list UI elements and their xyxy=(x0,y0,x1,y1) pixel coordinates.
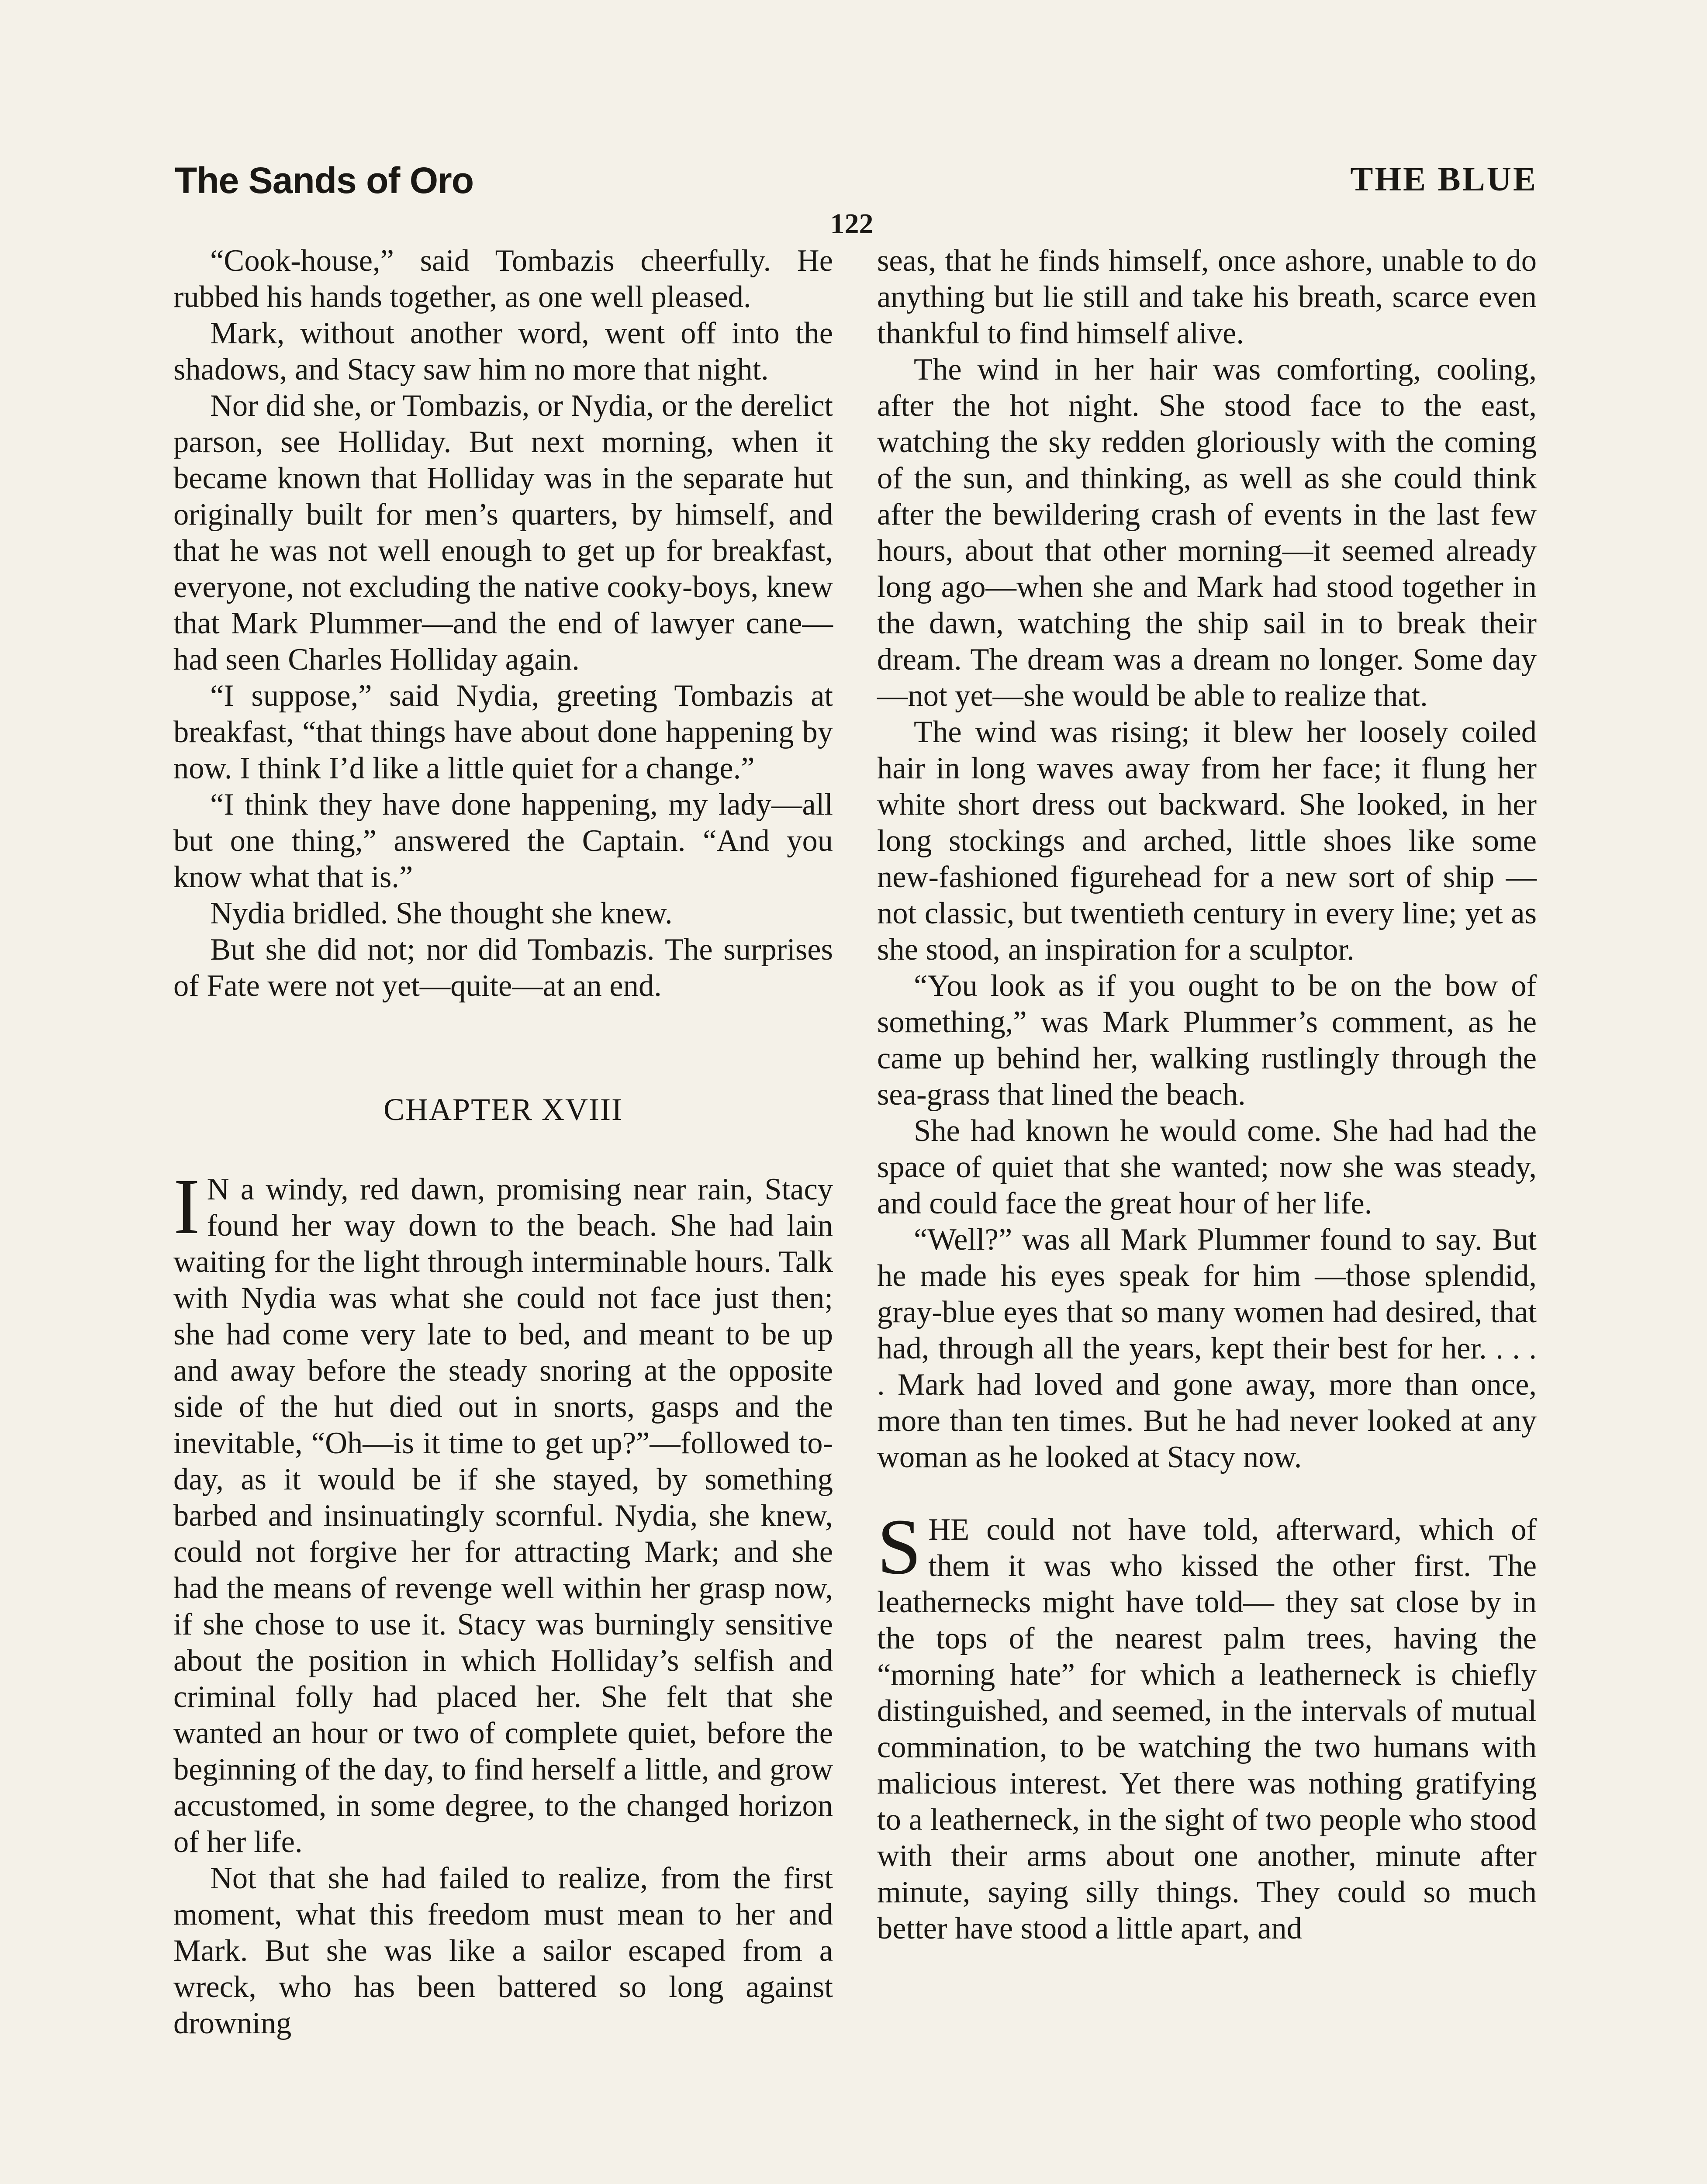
left-column xyxy=(173,243,833,2042)
story-title: The Sands of Oro xyxy=(175,160,474,201)
paragraph: She had known he would come. She had had the space of quiet that she wanted; now she was steady, and could face the great hour of her life. xyxy=(877,1114,1537,1220)
section-break xyxy=(877,1476,1537,1512)
paragraph: The wind was rising; it blew her loosely coiled hair in long waves away from her face; it flung her white short dress out backward. She looked, in her long stockings and arched, little shoes like some new-fashioned figurehead for a new sort of ship —not classic, but twentieth century in every line; yet as she stood, an inspiration for a sculptor. xyxy=(877,715,1537,967)
running-header xyxy=(175,159,1538,212)
paragraph: seas, that he finds himself, once ashore, unable to do anything but lie still and take his breath, scarce even thankful to find himself alive. xyxy=(877,244,1537,350)
paragraph: “You look as if you ought to be on the bow of something,” was Mark Plummer’s comment, as he came up behind her, walking rustlingly through the sea-grass that lined the beach. xyxy=(877,969,1537,1112)
paragraph: Mark, without another word, went off into the shadows, and Stacy saw him no more that night. xyxy=(173,316,833,387)
drop-cap: I xyxy=(173,1163,200,1251)
paragraph-text: HE could not have told, afterward, which of them it was who kissed the other first. The leathernecks might have told— they sat close by in the tops of the nearest palm trees, having the “morning hate” for which a leatherneck is chiefly distinguished, and seemed, in the intervals of mutual commination, to be watching the two humans with malicious interest. Yet there was nothing gratifying to a leatherneck, in the sight of two people who stood with their arms about one another, minute after minute, saying silly things. They could so much better have stood a little apart, and xyxy=(877,1513,1537,1946)
section-opening-paragraph xyxy=(877,1503,1537,1947)
paragraph: “I suppose,” said Nydia, greeting Tombazis at breakfast, “that things have about done happening by now. I think I’d like a little quiet for a change.” xyxy=(173,679,833,785)
chapter-heading: CHAPTER XVIII xyxy=(384,1092,623,1127)
right-column xyxy=(877,243,1537,1947)
paragraph: “Cook-house,” said Tombazis cheerfully. He rubbed his hands together, as one well pleased. xyxy=(173,244,833,314)
drop-cap: S xyxy=(877,1503,922,1591)
paragraph: Nydia bridled. She thought she knew. xyxy=(210,896,673,930)
paragraph: Nor did she, or Tombazis, or Nydia, or the derelict parson, see Holliday. But next morning, when it became known that Holliday was in the separate hut originally built for men’s quarters, by himself, and that he was not well enough to get up for breakfast, everyone, not excluding the native cooky-boys, knew that Mark Plummer—and the end of lawyer cane—had seen Charles Holliday again. xyxy=(173,389,833,677)
page-number: 122 xyxy=(830,208,874,240)
paragraph: “Well?” was all Mark Plummer found to say. But he made his eyes speak for him —those splendid, gray-blue eyes that so many women had desired, that had, through all the years, kept their best for her. . . . . Mark had loved and gone away, more than once, more than ten times. But he had never looked at any woman as he looked at Stacy now. xyxy=(877,1223,1537,1474)
paragraph: But she did not; nor did Tombazis. The surprises of Fate were not yet—quite—at an end. xyxy=(173,933,833,1003)
opening-paragraph xyxy=(173,1163,833,1860)
paragraph: “I think they have done happening, my lady—all but one thing,” answered the Captain. “And you know what that is.” xyxy=(173,788,833,894)
magazine-title: THE BLUE xyxy=(1350,160,1538,198)
paragraph-text: N a windy, red dawn, promising near rain, Stacy found her way down to the beach. She had lain waiting for the light through interminable hours. Talk with Nydia was what she could not face just then; she had come very late to bed, and meant to be up and away before the steady snoring at the opposite side of the hut died out in snorts, gasps and the inevitable, “Oh—is it time to get up?”—followed today, as it would be if she stayed, by something barbed and insinuatingly scornful. Nydia, she knew, could not forgive her for attracting Mark; and she had the means of revenge well within her grasp now, if she chose to use it. Stacy was burningly sensitive about the position in which Holliday’s selfish and criminal folly had placed her. She felt that she wanted an hour or two of complete quiet, before the beginning of the day, to find herself a little, and grow accustomed, in some degree, to the changed horizon of her life. xyxy=(173,1172,833,1859)
paragraph: The wind in her hair was comforting, cooling, after the hot night. She stood face to the east, watching the sky redden gloriously with the coming of the sun, and thinking, as well as she could think after the bewildering crash of events in the last few hours, about that other morning—it seemed already long ago—when she and Mark had stood together in the dawn, watching the ship sail in to break their dream. The dream was a dream no longer. Some day—not yet—she would be able to realize that. xyxy=(877,352,1537,713)
paragraph: Not that she had failed to realize, from the first moment, what this freedom must mean to her and Mark. But she was like a sailor escaped from a wreck, who has been battered so long against drowning xyxy=(173,1861,833,2040)
